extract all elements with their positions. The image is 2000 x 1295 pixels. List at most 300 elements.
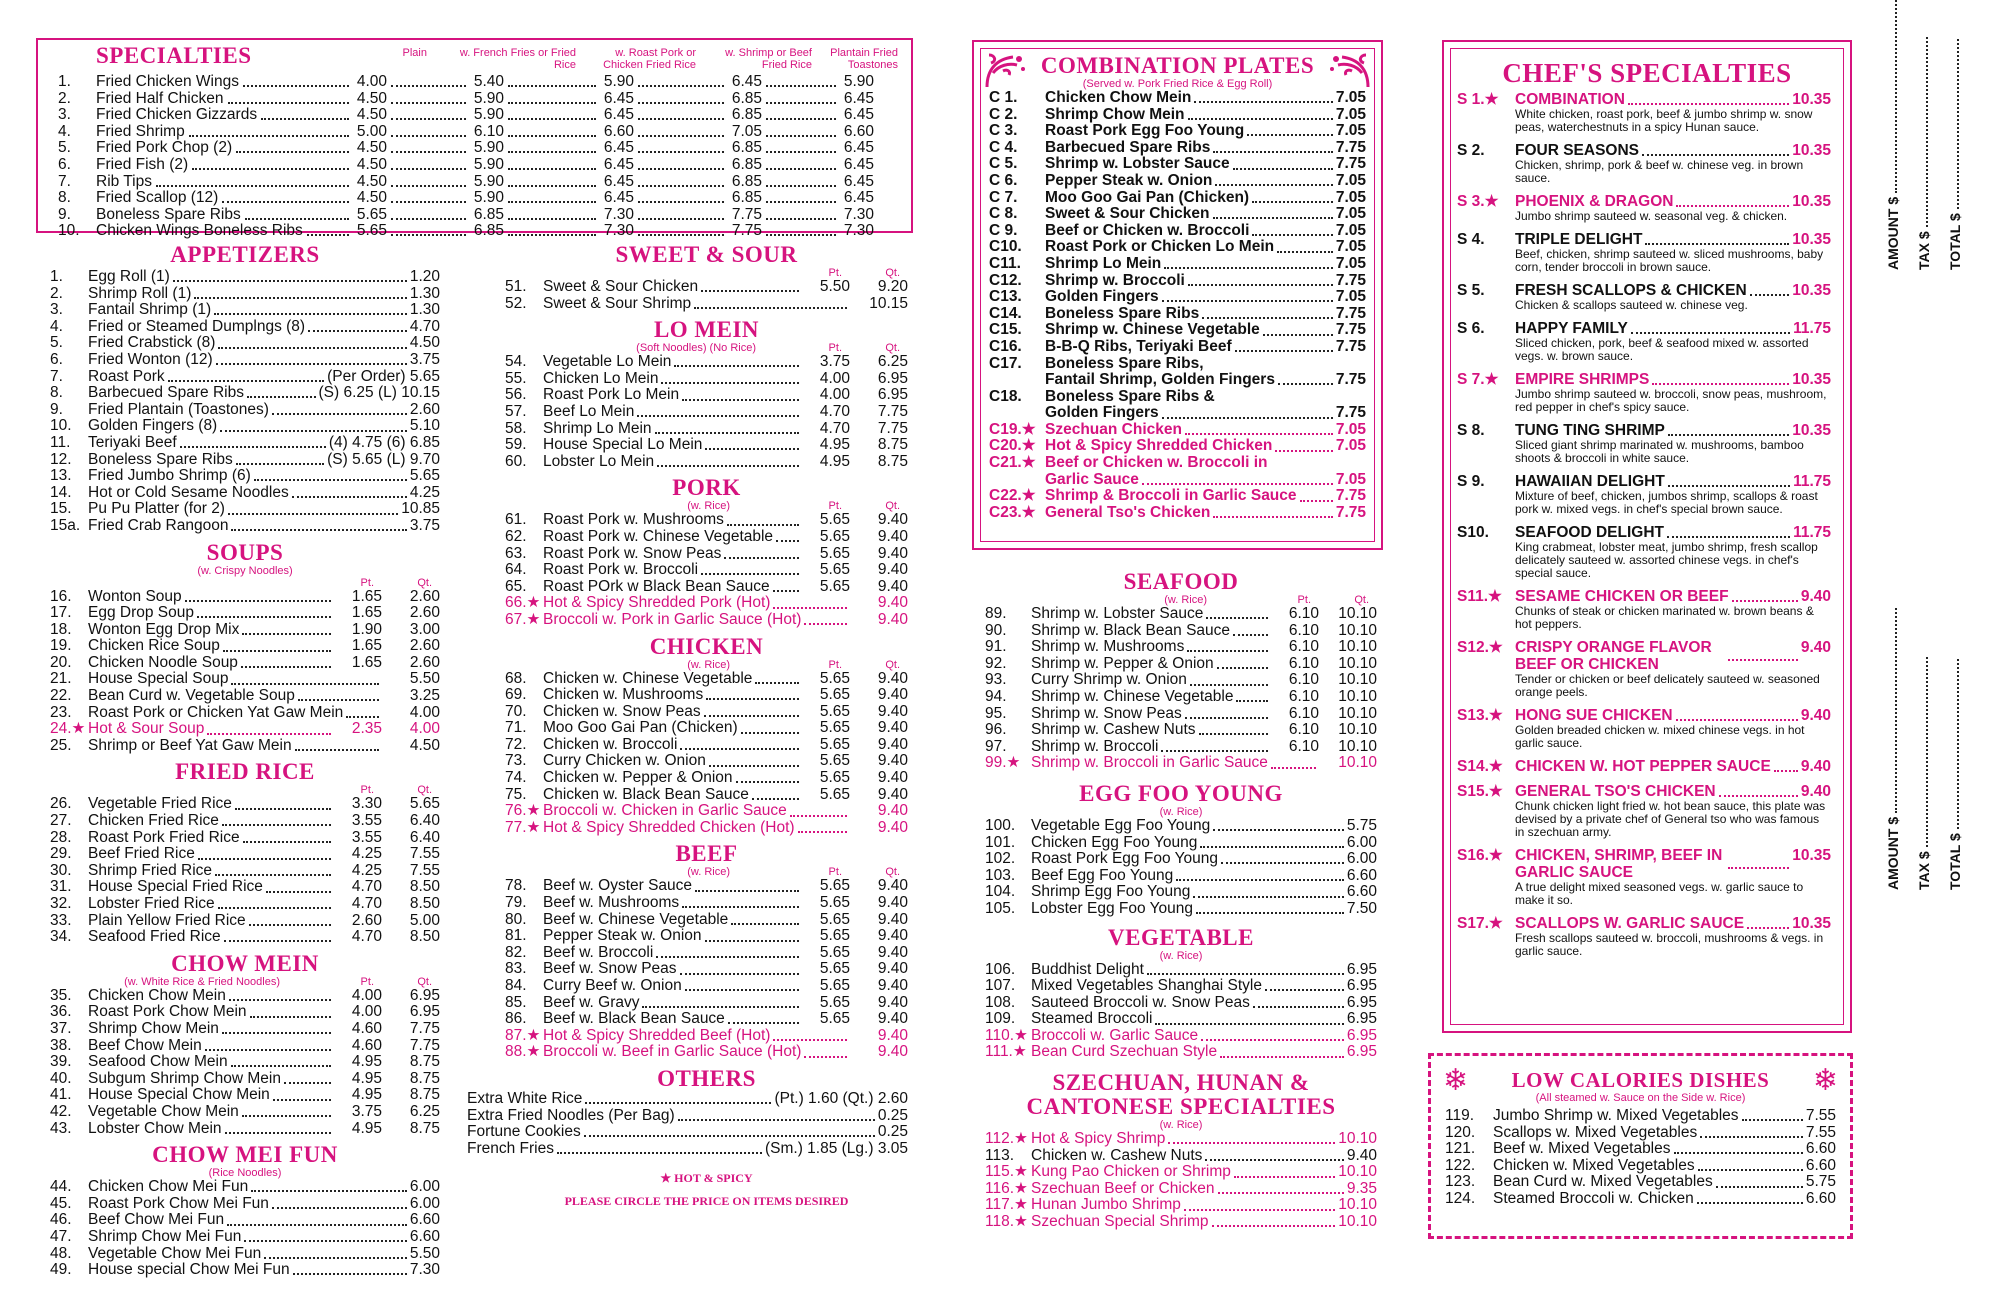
item-price-quart: 2.60 [409, 604, 440, 622]
menu-item[interactable] [505, 529, 908, 546]
menu-item[interactable] [989, 273, 1366, 290]
menu-item[interactable] [505, 354, 908, 371]
dot-leader [766, 234, 836, 236]
chef-item[interactable] [1457, 282, 1831, 312]
item-price: 6.85 [731, 139, 762, 157]
chef-item-header [1457, 193, 1831, 210]
menu-item[interactable] [989, 306, 1366, 323]
menu-item[interactable] [50, 605, 440, 622]
item-price-quart: 9.40 [877, 527, 908, 545]
menu-item[interactable] [985, 978, 1377, 995]
menu-item[interactable] [985, 1148, 1377, 1165]
menu-item[interactable] [50, 269, 440, 286]
menu-item[interactable] [50, 879, 440, 896]
item-name: Chicken w. Black Bean Sauce [543, 785, 749, 803]
chef-item-header [1457, 707, 1831, 724]
menu-item[interactable] [985, 755, 1377, 772]
menu-item[interactable] [989, 140, 1366, 157]
menu-item[interactable] [467, 1091, 908, 1108]
item-name: Lobster Lo Mein [543, 452, 655, 470]
item-number: 35. [50, 986, 72, 1004]
item-number: 65. [505, 577, 527, 595]
menu-item[interactable] [1445, 1158, 1836, 1175]
dot-leader [1645, 239, 1789, 245]
item-description: A true delight mixed seasoned vegs. w. garlic sauce to make it so. [1515, 880, 1804, 907]
dot-leader [766, 85, 836, 87]
item-price: 10.35 [1792, 231, 1831, 248]
menu-item[interactable] [50, 1196, 440, 1213]
appetizers-title: APPETIZERS [170, 242, 320, 267]
item-name: Chicken Noodle Soup [88, 653, 238, 671]
item-number: 102. [985, 850, 1016, 868]
menu-item[interactable] [1445, 1174, 1836, 1191]
menu-item[interactable] [50, 813, 440, 830]
menu-item[interactable] [58, 107, 893, 123]
menu-item[interactable] [505, 579, 908, 596]
dot-leader [1212, 1221, 1336, 1227]
menu-item[interactable] [505, 995, 908, 1012]
item-number: C19.★ [989, 420, 1036, 438]
menu-item[interactable] [50, 638, 440, 655]
menu-item[interactable] [58, 190, 893, 206]
menu-item[interactable] [985, 706, 1377, 723]
menu-item[interactable] [50, 1179, 440, 1196]
menu-item[interactable] [989, 372, 1366, 389]
item-price: 7.05 [731, 122, 762, 140]
menu-item[interactable] [985, 851, 1377, 868]
menu-item[interactable] [505, 928, 908, 945]
menu-item[interactable] [50, 518, 440, 535]
item-number: 33. [50, 911, 72, 929]
menu-item[interactable] [985, 606, 1377, 623]
item-number: 39. [50, 1053, 72, 1071]
menu-item[interactable] [50, 435, 440, 452]
menu-item[interactable] [985, 722, 1377, 739]
menu-item[interactable] [467, 1108, 908, 1125]
menu-item[interactable] [505, 562, 908, 579]
menu-item[interactable] [505, 421, 908, 438]
item-price: 11.75 [1793, 320, 1831, 337]
item-price: 6.45 [843, 189, 874, 207]
menu-item[interactable] [989, 405, 1366, 422]
item-number: 78. [505, 877, 527, 895]
item-name: Golden Fingers [1045, 288, 1159, 306]
menu-item[interactable] [985, 639, 1377, 656]
item-price: 4.70 [409, 317, 440, 335]
chef-item[interactable] [1457, 758, 1831, 775]
dot-leader [236, 459, 324, 465]
item-price: 5.40 [473, 73, 504, 90]
dot-leader [682, 902, 799, 908]
item-name: Barbecued Spare Ribs [88, 384, 244, 402]
item-name: Shrimp w. Broccoli [1045, 271, 1185, 289]
item-name: Seafood Fried Rice [88, 928, 221, 946]
item-price-quart: 4.50 [409, 736, 440, 754]
menu-item[interactable] [50, 1246, 440, 1263]
item-price: 9.40 [1800, 639, 1831, 656]
item-price-pint: 4.95 [819, 452, 850, 470]
item-price: 7.50 [1346, 899, 1377, 917]
menu-item[interactable] [985, 1197, 1377, 1214]
menu-item[interactable] [989, 107, 1366, 124]
menu-item[interactable] [505, 945, 908, 962]
flourish-left-icon [983, 51, 1031, 91]
item-price-pint: 4.70 [351, 878, 382, 896]
menu-item[interactable] [50, 1038, 440, 1055]
menu-item[interactable] [50, 1212, 440, 1229]
menu-item[interactable] [985, 962, 1377, 979]
menu-item[interactable] [989, 438, 1366, 455]
menu-item[interactable] [989, 422, 1366, 439]
total-line-1: TOTAL $ [1947, 39, 1963, 270]
menu-item[interactable] [989, 123, 1366, 140]
menu-item[interactable] [985, 818, 1377, 835]
menu-item[interactable] [505, 895, 908, 912]
chef-item-header [1457, 371, 1831, 388]
item-number: 57. [505, 402, 527, 420]
item-name: Boneless Spare Ribs [1045, 304, 1200, 322]
menu-item[interactable] [505, 737, 908, 754]
menu-item[interactable] [50, 988, 440, 1005]
menu-item[interactable] [50, 485, 440, 502]
specialties-box [36, 38, 913, 240]
menu-item[interactable] [985, 1011, 1377, 1028]
szechuan-title-1: SZECHUAN, HUNAN & [1052, 1070, 1310, 1096]
chef-item[interactable] [1457, 193, 1831, 223]
menu-item[interactable] [989, 223, 1366, 240]
dot-leader [736, 777, 799, 783]
hot-spicy-legend: ★ HOT & SPICY [660, 1171, 753, 1186]
item-number: S 9. [1457, 473, 1485, 490]
item-number: C 6. [989, 171, 1018, 189]
menu-item[interactable] [50, 738, 440, 755]
item-name: Chicken w. Snow Peas [543, 702, 701, 720]
menu-item[interactable] [50, 468, 440, 485]
item-number: 66.★ [505, 594, 541, 612]
chef-item[interactable] [1457, 588, 1831, 631]
menu-item[interactable] [985, 672, 1377, 689]
menu-item[interactable] [985, 901, 1377, 918]
menu-item[interactable] [50, 1229, 440, 1246]
item-name: Shrimp w. Cashew Nuts [1031, 721, 1196, 739]
item-price: 7.05 [1335, 105, 1366, 123]
chef-item[interactable] [1457, 371, 1831, 414]
item-price: 7.75 [1335, 487, 1366, 505]
menu-item[interactable] [1445, 1191, 1836, 1208]
menu-item[interactable] [50, 1004, 440, 1021]
menu-item[interactable] [50, 501, 440, 518]
menu-item[interactable] [50, 913, 440, 930]
menu-item[interactable] [50, 402, 440, 419]
menu-item[interactable] [50, 896, 440, 913]
item-number: 69. [505, 686, 527, 704]
low-calories-list [1445, 1108, 1836, 1208]
menu-item[interactable] [985, 1131, 1377, 1148]
dot-leader [156, 185, 349, 187]
menu-item[interactable] [50, 302, 440, 319]
menu-item[interactable] [505, 1044, 908, 1061]
pork-list [505, 512, 908, 628]
item-name: Roast Pork Fried Rice [88, 828, 240, 846]
menu-item[interactable] [505, 912, 908, 929]
menu-item[interactable] [50, 385, 440, 402]
chef-item[interactable] [1457, 320, 1831, 363]
menu-item[interactable] [989, 472, 1366, 489]
dot-leader [249, 920, 331, 926]
menu-item[interactable] [58, 140, 893, 156]
chef-item[interactable] [1457, 639, 1831, 699]
menu-item[interactable] [58, 91, 893, 107]
dot-leader [223, 646, 331, 652]
dot-leader [250, 1012, 331, 1018]
menu-item[interactable] [505, 978, 908, 995]
menu-item[interactable] [505, 546, 908, 563]
item-number: S14.★ [1457, 758, 1503, 775]
item-number: 10. [58, 222, 80, 240]
menu-item[interactable] [50, 671, 440, 688]
menu-item[interactable] [505, 387, 908, 404]
menu-item[interactable] [50, 1262, 440, 1279]
menu-item[interactable] [50, 352, 440, 369]
menu-item[interactable] [505, 1011, 908, 1028]
menu-item[interactable] [50, 1121, 440, 1138]
item-price: 4.50 [356, 106, 387, 124]
column-3 [985, 570, 1377, 1231]
item-price: 9.40 [1800, 707, 1831, 724]
item-price: 10.35 [1792, 193, 1831, 210]
item-price-quart: 10.10 [1338, 621, 1377, 639]
dot-leader [1213, 825, 1344, 831]
menu-item[interactable] [50, 369, 440, 386]
menu-item[interactable] [989, 256, 1366, 273]
item-number: 76.★ [505, 802, 541, 820]
item-name: Roast Pork or Chicken Lo Mein [1045, 238, 1275, 256]
dot-leader [284, 1078, 331, 1084]
menu-item[interactable] [58, 207, 893, 223]
menu-item[interactable] [985, 995, 1377, 1012]
item-number: 7. [58, 172, 71, 190]
item-name: Teriyaki Beef [88, 433, 177, 451]
menu-item[interactable] [58, 223, 893, 239]
menu-item[interactable] [467, 1124, 908, 1141]
dot-leader [307, 234, 349, 236]
item-price-quart: 10.10 [1338, 737, 1377, 755]
menu-item[interactable] [1445, 1125, 1836, 1142]
item-number: 87.★ [505, 1026, 541, 1044]
menu-item[interactable] [989, 322, 1366, 339]
item-name: Roast Pork Lo Mein [543, 386, 680, 404]
menu-item[interactable] [505, 820, 908, 837]
menu-item[interactable] [985, 656, 1377, 673]
menu-item[interactable] [985, 1181, 1377, 1198]
dot-leader [391, 135, 466, 137]
chef-item[interactable] [1457, 231, 1831, 274]
item-number: C11. [989, 254, 1021, 272]
menu-item[interactable] [1445, 1108, 1836, 1125]
menu-item[interactable] [985, 835, 1377, 852]
item-price: 6.10 [473, 122, 504, 140]
menu-item[interactable] [50, 319, 440, 336]
menu-item[interactable] [989, 505, 1366, 522]
menu-item[interactable] [989, 389, 1366, 406]
menu-item[interactable] [50, 452, 440, 469]
item-name: Shrimp Chow Mei Fun [88, 1227, 242, 1245]
menu-item[interactable] [50, 1087, 440, 1104]
menu-item[interactable] [505, 595, 908, 612]
item-number: 51. [505, 278, 527, 295]
menu-item[interactable] [989, 173, 1366, 190]
menu-item[interactable] [505, 404, 908, 421]
menu-item[interactable] [467, 1141, 908, 1158]
item-name: Boneless Spare Ribs & [1045, 387, 1215, 405]
menu-item[interactable] [505, 720, 908, 737]
item-number: C17. [989, 354, 1022, 372]
menu-item[interactable] [50, 863, 440, 880]
item-price-quart: 2.60 [409, 637, 440, 655]
item-description: Mixture of beef, chicken, jumbos shrimp, scallops & roast pork w. mixed vegs. in chef's special brown sauce. [1515, 489, 1818, 516]
item-price-pint: 5.65 [819, 669, 850, 687]
menu-item[interactable] [50, 1071, 440, 1088]
menu-item[interactable] [50, 929, 440, 946]
chef-item[interactable] [1457, 707, 1831, 750]
menu-item[interactable] [989, 455, 1366, 472]
column-1 [50, 243, 440, 1279]
menu-item[interactable] [989, 289, 1366, 306]
chef-item[interactable] [1457, 91, 1831, 134]
menu-item[interactable] [985, 623, 1377, 640]
menu-item[interactable] [505, 454, 908, 471]
item-price-quart: 10.10 [1338, 654, 1377, 672]
menu-item[interactable] [989, 356, 1366, 373]
menu-item[interactable] [505, 753, 908, 770]
item-number: 20. [50, 653, 72, 671]
item-number: 74. [505, 769, 527, 787]
menu-item[interactable] [505, 787, 908, 804]
menu-item[interactable] [58, 174, 893, 190]
menu-item[interactable] [505, 437, 908, 454]
menu-item[interactable] [50, 418, 440, 435]
menu-item[interactable] [50, 1021, 440, 1038]
menu-item[interactable] [505, 512, 908, 529]
menu-item[interactable] [50, 335, 440, 352]
menu-item[interactable] [989, 488, 1366, 505]
dot-leader [1263, 330, 1333, 336]
item-number: 64. [505, 561, 527, 579]
menu-item[interactable] [50, 655, 440, 672]
menu-item[interactable] [989, 206, 1366, 223]
menu-item[interactable] [505, 803, 908, 820]
item-name: Scallops w. Mixed Vegetables [1493, 1123, 1698, 1141]
dot-leader [215, 870, 331, 876]
menu-item[interactable] [50, 796, 440, 813]
item-name: Golden Fingers (8) [88, 417, 218, 435]
menu-item[interactable] [58, 74, 893, 90]
menu-item[interactable] [505, 704, 908, 721]
menu-item[interactable] [989, 239, 1366, 256]
item-price: 0.25 [877, 1106, 908, 1124]
chef-item[interactable] [1457, 847, 1831, 907]
chef-item[interactable] [1457, 473, 1831, 516]
chef-item[interactable] [1457, 524, 1831, 580]
chef-item[interactable] [1457, 783, 1831, 839]
menu-item[interactable] [58, 124, 893, 140]
menu-item[interactable] [505, 687, 908, 704]
menu-item[interactable] [505, 671, 908, 688]
item-number: 121. [1445, 1140, 1476, 1158]
menu-item[interactable] [50, 622, 440, 639]
menu-item[interactable] [50, 1054, 440, 1071]
menu-item[interactable] [985, 1028, 1377, 1045]
dot-leader [766, 118, 836, 120]
menu-item[interactable] [505, 1028, 908, 1045]
menu-item[interactable] [50, 688, 440, 705]
menu-item[interactable] [505, 371, 908, 388]
menu-item[interactable] [985, 1164, 1377, 1181]
item-name: Curry Chicken w. Onion [543, 752, 706, 770]
sweet-sour-title: SWEET & SOUR [615, 242, 798, 267]
menu-item[interactable] [50, 286, 440, 303]
menu-item[interactable] [989, 339, 1366, 356]
menu-item[interactable] [989, 156, 1366, 173]
item-name: Rib Tips [96, 172, 152, 190]
menu-item[interactable] [985, 868, 1377, 885]
menu-item[interactable] [50, 705, 440, 722]
menu-item[interactable] [58, 157, 893, 173]
circle-price-note: PLEASE CIRCLE THE PRICE ON ITEMS DESIRED [564, 1194, 849, 1209]
menu-item[interactable] [985, 689, 1377, 706]
menu-item[interactable] [1445, 1141, 1836, 1158]
dot-leader [192, 168, 349, 170]
item-name: House special Chow Mei Fun [88, 1261, 290, 1279]
menu-item[interactable] [505, 961, 908, 978]
menu-item[interactable] [989, 90, 1366, 107]
item-price: 6.95 [1346, 1026, 1377, 1044]
item-number: 54. [505, 353, 527, 371]
menu-item[interactable] [505, 770, 908, 787]
menu-item[interactable] [50, 846, 440, 863]
menu-item[interactable] [505, 279, 908, 296]
menu-item[interactable] [985, 1044, 1377, 1061]
menu-item[interactable] [505, 612, 908, 629]
menu-item[interactable] [989, 190, 1366, 207]
chef-item[interactable] [1457, 422, 1831, 465]
menu-item[interactable] [50, 721, 440, 738]
column-2 [467, 242, 908, 1209]
item-price: 7.30 [603, 222, 634, 240]
menu-item[interactable] [985, 884, 1377, 901]
menu-item[interactable] [50, 589, 440, 606]
chef-item[interactable] [1457, 142, 1831, 185]
menu-item[interactable] [50, 1104, 440, 1121]
menu-item[interactable] [985, 739, 1377, 756]
lo-mein-list [505, 354, 908, 470]
dot-leader [242, 1111, 331, 1117]
dot-leader [638, 234, 724, 236]
dot-leader [173, 276, 407, 282]
chef-item[interactable] [1457, 915, 1831, 958]
item-price-quart: 9.40 [877, 669, 908, 687]
dot-leader [1275, 446, 1332, 452]
item-name: HAWAIIAN DELIGHT [1515, 473, 1665, 490]
menu-item[interactable] [985, 1214, 1377, 1231]
item-price-pint: 4.00 [351, 986, 382, 1004]
menu-item[interactable] [50, 830, 440, 847]
item-price: 6.45 [603, 139, 634, 157]
menu-item[interactable] [505, 296, 908, 313]
item-name: Beef Lo Mein [543, 402, 635, 420]
menu-item[interactable] [505, 878, 908, 895]
dot-leader [1235, 346, 1333, 352]
